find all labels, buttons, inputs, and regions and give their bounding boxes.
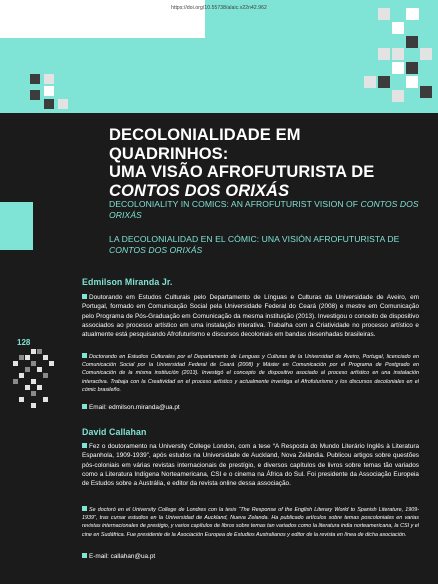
author-email[interactable]	[82, 552, 419, 561]
author-bio-portuguese	[82, 293, 419, 339]
author-bio-portuguese	[82, 442, 419, 488]
bullet-square-icon	[82, 443, 87, 448]
bullet-square-icon	[82, 294, 87, 299]
article-title	[109, 126, 419, 200]
author-bio-spanish	[82, 506, 419, 539]
subtitle-spanish-italic: CONTOS DOS ORIXÁS	[109, 245, 203, 255]
subtitle-english-text: DECOLONIALITY IN COMICS: AN AFROFUTURIST VISION OF	[109, 199, 361, 209]
subtitle-spanish	[109, 234, 419, 256]
title-line-3: CONTOS DOS ORIXÁS	[109, 181, 290, 200]
author-bio-portuguese-text: Doutorando em Estudos Culturais pelo Departamento de Línguas e Culturas da Universidade de Aveiro, em Portugal, formado em Comunicação Social pela Universidade Federal do Ceará (2008) e mestre em Comunicação pelo Programa de Pós-Graduação em Comunicação da mesma instituição (2013). Investigou o conceito de dispositivo associados ao processo artístico em uma instalação interativa. Trabalha com a Criatividade no processo artístico e atualmente está pesquisando Afrofuturismo e discursos decoloniais em bandas desenhadas brasileiras.	[82, 294, 419, 339]
author-email[interactable]	[82, 403, 419, 412]
article-title-block	[109, 126, 419, 200]
author-bio-spanish-text: Se doctoró en el University College de Londres con la tesis “The Response of the English Literary World to Spanish Literature, 1909-1939”, tras cursar estudios en la Universidad de Auckland, Nueva Zelanda. Ha publicado artículos sobre temas poscoloniales en varias revistas internacionales de prestigio, y varios capítulos de libros sobre temas tan variados como la literatura india norteamericana, la CSI y el cine en Sudáfrica. Fue presidente de la Asociación Europea de Estudios Australianos y editor de la revista en línea de dicha asociación.	[82, 507, 419, 538]
author-bio-spanish	[82, 353, 419, 394]
title-line-2: UMA VISÃO AFROFUTURISTA DE	[109, 163, 375, 181]
subtitle-english-italic: CONTOS DOS ORIXÁS	[109, 199, 419, 220]
subtitle-english	[109, 199, 419, 221]
subtitle-spanish-text: LA DECOLONIALIDAD EN EL CÓMIC: UNA VISIÓN AFROFUTURISTA DE	[109, 234, 400, 244]
bullet-square-icon	[82, 506, 87, 511]
author-name: David Callahan	[82, 427, 147, 437]
author-bio-portuguese-text: Fez o doutoramento na University College London, com a tese “A Resposta do Mundo Literário Inglês à Literatura Espanhola, 1909-1939”, após estudos na Universidade de Auckland, Nova Zelândia. Publicou artigos sobre questões pós-coloniais em várias revistas internacionais de prestígio, e diversos capítulos de livros sobre temas tão variados como a Literatura Indígena Norteamericana, CSI e o cinema na África do Sul. Foi presidente da Associação Europeia de Estudos sobre a Austrália, e editor da revista online dessa associação.	[82, 443, 419, 488]
author-name: Edmilson Miranda Jr.	[82, 277, 173, 287]
doi-link[interactable]: https://doi.org/10.55738/alaic.v22n42.962	[171, 5, 267, 11]
title-line-1: DECOLONIALIDADE EM QUADRINHOS:	[109, 126, 301, 163]
author-email-text[interactable]: Email: edmilson.miranda@ua.pt	[89, 404, 180, 411]
bullet-square-icon	[82, 353, 87, 358]
author-email-text[interactable]: E-mail: callahan@ua.pt	[89, 553, 156, 560]
left-accent-block	[0, 202, 33, 250]
author-bio-spanish-text: Doctorando en Estudios Culturales por el Departamento de Lenguas y Culturas de la Universidad de Aveiro, Portugal, licenciado en Comunicación Social por la Universidad Federal de Ceará (2008) y Máster en Comunicación por el Programa de Postgrado en Comunicación de la misma institución (2013). Investigó el concepto de dispositivo asociado al proceso artístico en una instalación interactiva. Trabaja con la Creatividad en el proceso artístico y actualmente investiga el Afrofuturismo y los discursos decoloniales en el cómic brasileño.	[82, 354, 419, 393]
page-number: 128	[17, 338, 31, 347]
bullet-square-icon	[82, 404, 87, 409]
bullet-square-icon	[82, 553, 87, 558]
